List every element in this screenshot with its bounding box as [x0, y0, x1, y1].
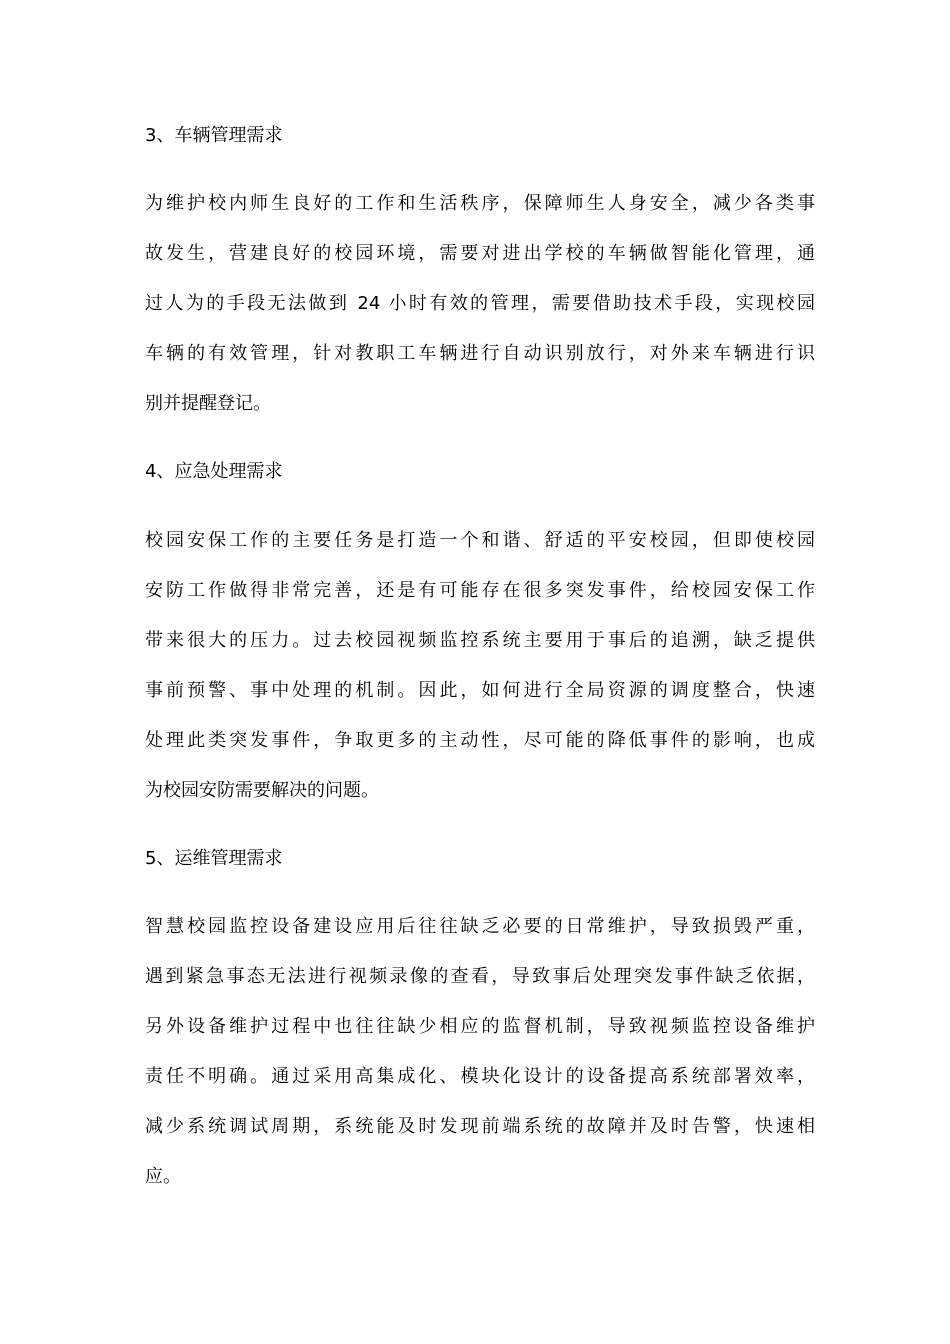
paragraph-line: 为校园安防需要解决的问题。	[145, 780, 379, 801]
paragraph-line: 应。	[145, 1166, 181, 1187]
paragraph-line: 车辆的有效管理，针对教职工车辆进行自动识别放行，对外来车辆进行识	[145, 343, 815, 364]
paragraph-line: 责任不明确。通过采用高集成化、模块化设计的设备提高系统部署效率，	[145, 1066, 815, 1087]
paragraph-line: 故发生，营建良好的校园环境，需要对进出学校的车辆做智能化管理，通	[145, 243, 815, 264]
paragraph-line: 安防工作做得非常完善，还是有可能存在很多突发事件，给校园安保工作	[145, 580, 815, 601]
paragraph-vehicle-management	[145, 190, 815, 440]
paragraph-line: 处理此类突发事件，争取更多的主动性，尽可能的降低事件的影响，也成	[145, 730, 815, 751]
paragraph-line: 减少系统调试周期，系统能及时发现前端系统的故障并及时告警，快速相	[145, 1116, 815, 1137]
paragraph-line: 遇到紧急事态无法进行视频录像的查看，导致事后处理突发事件缺乏依据，	[145, 966, 815, 987]
paragraph-line: 过人为的手段无法做到 24 小时有效的管理，需要借助技术手段，实现校园	[145, 293, 815, 314]
section-heading-emergency: 4、应急处理需求	[145, 461, 283, 482]
paragraph-line: 另外设备维护过程中也往往缺少相应的监督机制，导致视频监控设备维护	[145, 1016, 815, 1037]
paragraph-line: 事前预警、事中处理的机制。因此，如何进行全局资源的调度整合，快速	[145, 680, 815, 701]
paragraph-line: 带来很大的压力。过去校园视频监控系统主要用于事后的追溯，缺乏提供	[145, 630, 815, 651]
paragraph-line: 为维护校内师生良好的工作和生活秩序，保障师生人身安全，减少各类事	[145, 193, 815, 214]
paragraph-maintenance-management	[145, 913, 815, 1213]
paragraph-line: 别并提醒登记。	[145, 393, 271, 414]
paragraph-line: 校园安保工作的主要任务是打造一个和谐、舒适的平安校园，但即使校园	[145, 530, 815, 551]
section-heading-maintenance: 5、运维管理需求	[145, 848, 283, 869]
section-heading-vehicle: 3、车辆管理需求	[145, 125, 283, 146]
paragraph-emergency-handling	[145, 527, 815, 827]
paragraph-line: 智慧校园监控设备建设应用后往往缺乏必要的日常维护，导致损毁严重，	[145, 916, 815, 937]
